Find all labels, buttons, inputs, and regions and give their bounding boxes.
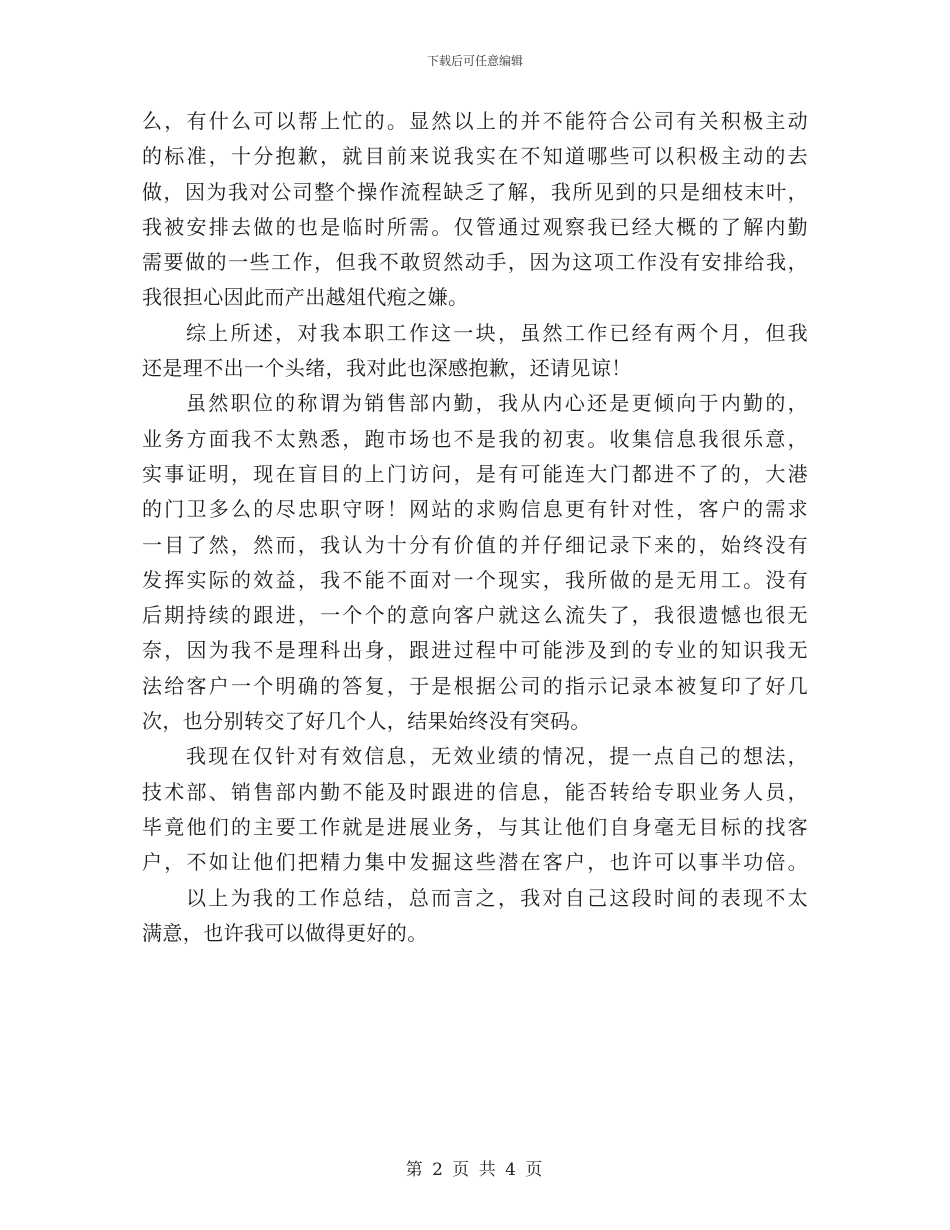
text-line: 满意，也许我可以做得更好的。 xyxy=(142,920,428,945)
text-line: 需要做的一些工作，但我不敢贸然动手，因为这项工作没有安排给我， xyxy=(142,250,808,275)
text-line: 的标准，十分抱歉，就目前来说我实在不知道哪些可以积极主动的去 xyxy=(142,144,808,169)
text-line: 虽然职位的称谓为销售部内勤，我从内心还是更倾向于内勤的， xyxy=(186,391,808,416)
page-header-note: 下载后可任意编辑 xyxy=(426,54,523,68)
text-line: 技术部、销售部内勤不能及时跟进的信息，能否转给专职业务人员， xyxy=(142,779,808,804)
text-line: 次，也分别转交了好几个人，结果始终没有突码。 xyxy=(142,709,591,734)
text-line: 后期持续的跟进，一个个的意向客户就这么流失了，我很遗憾也很无 xyxy=(142,603,808,628)
text-line: 做，因为我对公司整个操作流程缺乏了解，我所见到的只是细枝末叶， xyxy=(142,179,808,204)
text-line: 么，有什么可以帮上忙的。显然以上的并不能符合公司有关积极主动 xyxy=(142,109,808,133)
text-line: 我被安排去做的也是临时所需。仅管通过观察我已经大概的了解内勤 xyxy=(142,214,808,239)
text-line: 发挥实际的效益，我不能不面对一个现实，我所做的是无用工。没有 xyxy=(142,567,808,592)
page-number: 第 2 页 共 4 页 xyxy=(405,1160,545,1180)
text-line: 还是理不出一个头绪，我对此也深感抱歉，还请见谅！ xyxy=(142,356,632,381)
text-line: 法给客户一个明确的答复，于是根据公司的指示记录本被复印了好几 xyxy=(142,673,808,698)
text-line: 我现在仅针对有效信息，无效业绩的情况，提一点自己的想法， xyxy=(186,744,808,769)
text-line: 奈，因为我不是理科出身，跟进过程中可能涉及到的专业的知识我无 xyxy=(142,638,808,663)
document-body xyxy=(142,104,808,951)
text-line: 实事证明，现在盲目的上门访问，是有可能连大门都进不了的，大港 xyxy=(142,461,808,486)
text-line: 以上为我的工作总结，总而言之，我对自己这段时间的表现不太 xyxy=(186,885,808,910)
text-line: 一目了然，然而，我认为十分有价值的并仔细记录下来的，始终没有 xyxy=(142,532,808,557)
text-line: 的门卫多么的尽忠职守呀！网站的求购信息更有针对性，客户的需求 xyxy=(142,497,808,522)
text-line: 综上所述，对我本职工作这一块，虽然工作已经有两个月，但我 xyxy=(186,320,808,345)
text-line: 我很担心因此而产出越俎代疱之嫌。 xyxy=(142,285,469,310)
text-line: 业务方面我不太熟悉，跑市场也不是我的初衷。收集信息我很乐意， xyxy=(142,426,808,451)
text-line: 户，不如让他们把精力集中发掘这些潜在客户，也许可以事半功倍。 xyxy=(142,850,808,875)
text-line: 毕竟他们的主要工作就是进展业务，与其让他们自身毫无目标的找客 xyxy=(142,814,808,839)
